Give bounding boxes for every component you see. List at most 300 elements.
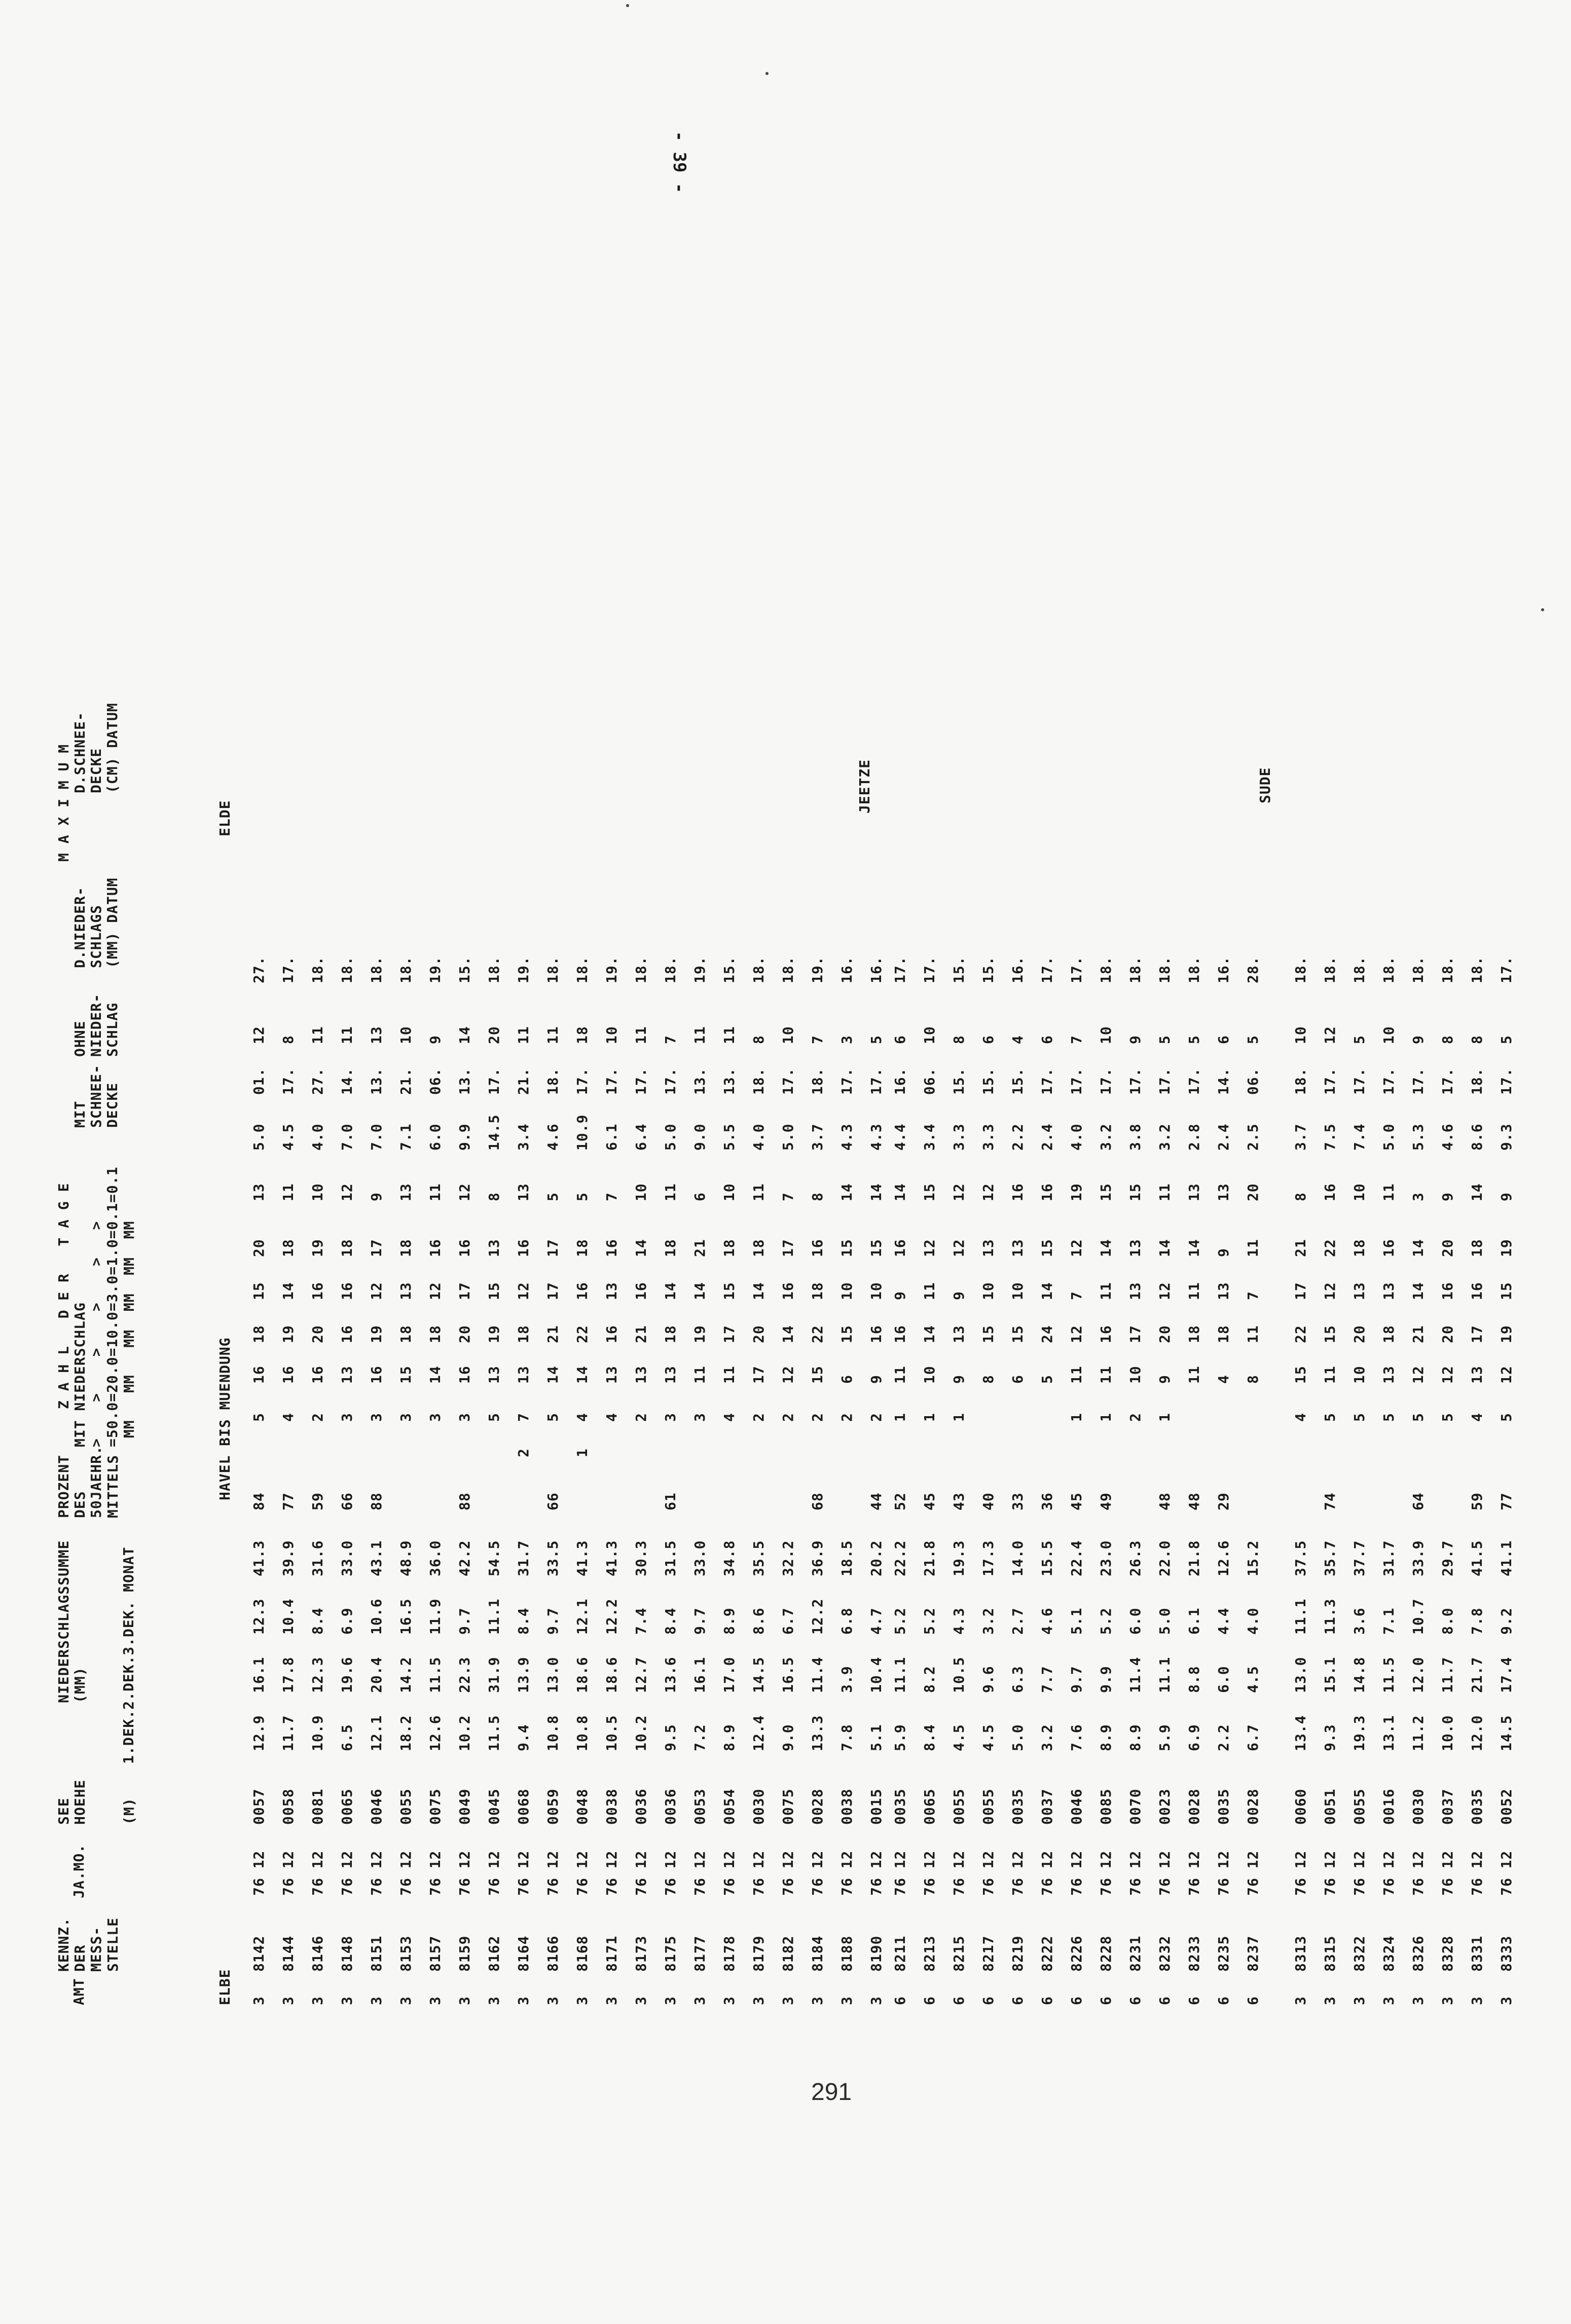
cell-month-sum: 18.5 bbox=[838, 1540, 855, 1576]
cell-percent-mean: 44 bbox=[868, 1492, 885, 1510]
cell-days-gt-1: 10 bbox=[868, 1282, 885, 1300]
cell-days-gt-1: 12 bbox=[1322, 1282, 1338, 1300]
cell-month-sum: 36.0 bbox=[427, 1540, 444, 1576]
cell-percent-mean: 77 bbox=[1498, 1492, 1515, 1510]
cell-max-precip-date: 17. bbox=[838, 1067, 855, 1095]
cell-max-precip: 4.3 bbox=[868, 1123, 885, 1151]
cell-days-no-precip: 7 bbox=[603, 1192, 620, 1201]
cell-days-snow-cover: 13 bbox=[980, 1239, 997, 1257]
cell-dek1: 7.2 bbox=[691, 1724, 708, 1751]
cell-year-month: 76 12 bbox=[1215, 1850, 1232, 1896]
cell-dek2: 13.6 bbox=[662, 1656, 679, 1693]
cell-days-gt-10: 12 bbox=[780, 1366, 796, 1384]
table-row bbox=[1216, 132, 1245, 2007]
cell-dek3: 11.3 bbox=[1322, 1598, 1338, 1635]
cell-amt: 3 bbox=[544, 1996, 561, 2005]
cell-max-snow: 7 bbox=[1068, 1035, 1085, 1044]
cell-days-snow-cover: 16 bbox=[427, 1239, 444, 1257]
cell-max-snow: 10 bbox=[603, 1026, 620, 1044]
cell-elevation: 0038 bbox=[603, 1788, 620, 1825]
cell-year-month: 76 12 bbox=[633, 1850, 649, 1896]
cell-days-gt-1: 10 bbox=[1009, 1282, 1026, 1300]
cell-days-gt-3: 18 bbox=[662, 1325, 679, 1343]
cell-month-sum: 19.3 bbox=[951, 1540, 967, 1576]
cell-days-gt-20: 4 bbox=[721, 1413, 738, 1422]
river-label-elbe: ELBE bbox=[216, 1969, 233, 2005]
cell-dek1: 8.9 bbox=[1127, 1724, 1144, 1751]
cell-dek2: 16.1 bbox=[691, 1656, 708, 1693]
cell-days-gt-3: 20 bbox=[309, 1325, 326, 1343]
header-percent-mean: PROZENT DES 50JAEHR. MITTELS bbox=[55, 1446, 121, 1518]
cell-dek1: 7.6 bbox=[1068, 1724, 1085, 1751]
cell-year-month: 76 12 bbox=[427, 1850, 444, 1896]
cell-days-gt-3: 11 bbox=[1245, 1325, 1261, 1343]
cell-max-precip-date: 17. bbox=[1351, 1067, 1368, 1095]
cell-station-id: 8211 bbox=[892, 1935, 908, 1972]
cell-max-precip: 5.0 bbox=[1380, 1123, 1397, 1151]
cell-station-id: 8233 bbox=[1186, 1935, 1202, 1972]
cell-max-precip: 2.4 bbox=[1215, 1123, 1232, 1151]
cell-days-gt-1: 14 bbox=[662, 1282, 679, 1300]
cell-max-snow: 4 bbox=[1009, 1035, 1026, 1044]
cell-days-gt-20: 3 bbox=[397, 1413, 414, 1422]
cell-days-gt-20: 5 bbox=[1439, 1413, 1456, 1422]
header-days-with-precip: MIT NIEDERSCHLAG > > > > > > =50.0=20.0=10.0=3.0=1.0=0.1=0.1 MM MM MM MM MM MM bbox=[71, 1166, 137, 1447]
cell-dek3: 9.2 bbox=[1498, 1607, 1515, 1635]
cell-dek2: 12.7 bbox=[633, 1656, 649, 1693]
cell-dek1: 12.6 bbox=[427, 1715, 444, 1751]
cell-amt: 3 bbox=[427, 1996, 444, 2005]
cell-dek1: 19.3 bbox=[1351, 1715, 1368, 1751]
cell-dek2: 11.4 bbox=[1127, 1656, 1144, 1693]
cell-amt: 3 bbox=[603, 1996, 620, 2005]
cell-days-no-precip: 14 bbox=[1469, 1183, 1485, 1201]
river-label-sude: SUDE bbox=[1257, 767, 1273, 803]
cell-dek2: 16.5 bbox=[780, 1656, 796, 1693]
cell-days-gt-10: 14 bbox=[574, 1366, 591, 1384]
cell-days-no-precip: 19 bbox=[1068, 1183, 1085, 1201]
header-day-count: Z A H L D E R T A G E bbox=[55, 1183, 72, 1409]
cell-days-gt-3: 13 bbox=[951, 1325, 967, 1343]
river-label-havel: HAVEL BIS MUENDUNG bbox=[216, 1337, 233, 1500]
cell-days-gt-3: 18 bbox=[1186, 1325, 1202, 1343]
cell-days-gt-10: 15 bbox=[809, 1366, 826, 1384]
cell-max-snow-date: 18. bbox=[633, 956, 649, 983]
cell-days-gt-1: 12 bbox=[1156, 1282, 1173, 1300]
table-row bbox=[1039, 132, 1069, 2007]
cell-station-id: 8235 bbox=[1215, 1935, 1232, 1972]
cell-days-gt-1: 13 bbox=[1215, 1282, 1232, 1300]
cell-days-gt-10: 13 bbox=[515, 1366, 532, 1384]
cell-days-snow-cover: 12 bbox=[921, 1239, 938, 1257]
cell-dek3: 12.3 bbox=[250, 1598, 267, 1635]
cell-dek2: 11.5 bbox=[1380, 1656, 1397, 1693]
cell-days-snow-cover: 19 bbox=[309, 1239, 326, 1257]
cell-dek1: 4.5 bbox=[951, 1724, 967, 1751]
cell-elevation: 0055 bbox=[951, 1788, 967, 1825]
cell-station-id: 8171 bbox=[603, 1935, 620, 1972]
cell-station-id: 8231 bbox=[1127, 1935, 1144, 1972]
table-row bbox=[980, 132, 1010, 2007]
cell-max-snow-date: 19. bbox=[691, 956, 708, 983]
cell-days-gt-1: 14 bbox=[1410, 1282, 1427, 1300]
cell-max-precip-date: 17. bbox=[486, 1067, 502, 1095]
cell-year-month: 76 12 bbox=[1322, 1850, 1338, 1896]
cell-max-snow: 6 bbox=[1215, 1035, 1232, 1044]
cell-max-precip-date: 18. bbox=[1292, 1067, 1309, 1095]
cell-month-sum: 15.5 bbox=[1039, 1540, 1055, 1576]
cell-dek3: 11.1 bbox=[486, 1598, 502, 1635]
cell-dek3: 5.0 bbox=[1156, 1607, 1173, 1635]
cell-days-gt-3: 19 bbox=[691, 1325, 708, 1343]
cell-max-precip-date: 18. bbox=[750, 1067, 767, 1095]
cell-max-snow: 11 bbox=[721, 1026, 738, 1044]
page-number-top: - 39 - bbox=[669, 131, 689, 194]
cell-max-snow: 6 bbox=[980, 1035, 997, 1044]
cell-days-gt-1: 13 bbox=[603, 1282, 620, 1300]
cell-days-gt-20: 3 bbox=[368, 1413, 385, 1422]
cell-days-snow-cover: 16 bbox=[892, 1239, 908, 1257]
cell-station-id: 8177 bbox=[691, 1935, 708, 1972]
cell-days-no-precip: 10 bbox=[633, 1183, 649, 1201]
cell-year-month: 76 12 bbox=[1156, 1850, 1173, 1896]
cell-max-precip-date: 18. bbox=[809, 1067, 826, 1095]
cell-dek3: 8.4 bbox=[309, 1607, 326, 1635]
cell-max-precip-date: 18. bbox=[544, 1067, 561, 1095]
cell-days-gt-10: 16 bbox=[368, 1366, 385, 1384]
cell-amt: 6 bbox=[1245, 1996, 1261, 2005]
cell-days-gt-3: 20 bbox=[1439, 1325, 1456, 1343]
cell-dek1: 3.2 bbox=[1039, 1724, 1055, 1751]
cell-max-precip-date: 17. bbox=[1127, 1067, 1144, 1095]
cell-days-gt-1: 15 bbox=[1498, 1282, 1515, 1300]
cell-max-snow: 7 bbox=[662, 1035, 679, 1044]
cell-days-gt-10: 9 bbox=[951, 1375, 967, 1384]
cell-dek2: 14.2 bbox=[397, 1656, 414, 1693]
cell-dek2: 14.5 bbox=[750, 1656, 767, 1693]
cell-days-gt-3: 21 bbox=[633, 1325, 649, 1343]
cell-max-precip: 3.3 bbox=[951, 1123, 967, 1151]
cell-month-sum: 37.5 bbox=[1292, 1540, 1309, 1576]
cell-dek2: 20.4 bbox=[368, 1656, 385, 1693]
cell-days-gt-20: 5 bbox=[1498, 1413, 1515, 1422]
table-row bbox=[1069, 132, 1098, 2007]
cell-days-snow-cover: 14 bbox=[1410, 1239, 1427, 1257]
cell-percent-mean: 33 bbox=[1009, 1492, 1026, 1510]
cell-amt: 3 bbox=[397, 1996, 414, 2005]
cell-days-no-precip: 12 bbox=[951, 1183, 967, 1201]
cell-elevation: 0065 bbox=[921, 1788, 938, 1825]
cell-elevation: 0037 bbox=[1439, 1788, 1456, 1825]
cell-days-gt-20: 1 bbox=[921, 1413, 938, 1422]
cell-days-gt-50: 2 bbox=[515, 1448, 532, 1457]
cell-elevation: 0065 bbox=[339, 1788, 355, 1825]
table-row bbox=[516, 132, 545, 2007]
cell-max-precip-date: 21. bbox=[397, 1067, 414, 1095]
cell-days-gt-10: 4 bbox=[1215, 1375, 1232, 1384]
cell-days-gt-10: 16 bbox=[456, 1366, 473, 1384]
cell-days-gt-3: 16 bbox=[339, 1325, 355, 1343]
cell-dek1: 5.9 bbox=[892, 1724, 908, 1751]
cell-days-gt-10: 10 bbox=[1351, 1366, 1368, 1384]
cell-dek3: 8.4 bbox=[515, 1607, 532, 1635]
cell-days-snow-cover: 12 bbox=[1068, 1239, 1085, 1257]
cell-dek3: 16.5 bbox=[397, 1598, 414, 1635]
cell-days-snow-cover: 14 bbox=[633, 1239, 649, 1257]
cell-station-id: 8162 bbox=[486, 1935, 502, 1972]
cell-month-sum: 33.5 bbox=[544, 1540, 561, 1576]
cell-dek2: 11.4 bbox=[809, 1656, 826, 1693]
cell-max-precip-date: 17. bbox=[1410, 1067, 1427, 1095]
header-amt: AMT bbox=[70, 1978, 87, 2005]
cell-max-snow: 3 bbox=[838, 1035, 855, 1044]
cell-days-gt-3: 18 bbox=[515, 1325, 532, 1343]
cell-dek3: 4.4 bbox=[1215, 1607, 1232, 1635]
cell-max-snow-date: 18. bbox=[1098, 956, 1114, 983]
cell-elevation: 0049 bbox=[456, 1788, 473, 1825]
cell-month-sum: 21.8 bbox=[1186, 1540, 1202, 1576]
cell-dek2: 10.5 bbox=[951, 1656, 967, 1693]
cell-station-id: 8226 bbox=[1068, 1935, 1085, 1972]
cell-max-snow: 9 bbox=[1127, 1035, 1144, 1044]
cell-days-gt-1: 16 bbox=[574, 1282, 591, 1300]
cell-days-gt-3: 22 bbox=[809, 1325, 826, 1343]
cell-month-sum: 30.3 bbox=[633, 1540, 649, 1576]
cell-dek2: 21.7 bbox=[1469, 1656, 1485, 1693]
cell-days-gt-20: 1 bbox=[892, 1413, 908, 1422]
cell-dek3: 3.2 bbox=[980, 1607, 997, 1635]
cell-dek2: 8.2 bbox=[921, 1666, 938, 1693]
cell-dek2: 10.4 bbox=[868, 1656, 885, 1693]
cell-max-precip: 3.8 bbox=[1127, 1123, 1144, 1151]
cell-dek1: 10.2 bbox=[456, 1715, 473, 1751]
cell-days-gt-1: 16 bbox=[780, 1282, 796, 1300]
cell-dek1: 18.2 bbox=[397, 1715, 414, 1751]
cell-year-month: 76 12 bbox=[1380, 1850, 1397, 1896]
cell-max-snow-date: 18. bbox=[309, 956, 326, 983]
cell-dek2: 13.0 bbox=[1292, 1656, 1309, 1693]
cell-days-no-precip: 15 bbox=[921, 1183, 938, 1201]
cell-days-gt-1: 13 bbox=[397, 1282, 414, 1300]
cell-max-snow-date: 19. bbox=[603, 956, 620, 983]
cell-year-month: 76 12 bbox=[1068, 1850, 1085, 1896]
cell-days-no-precip: 10 bbox=[1351, 1183, 1368, 1201]
cell-max-snow: 12 bbox=[1322, 1026, 1338, 1044]
cell-year-month: 76 12 bbox=[838, 1850, 855, 1896]
cell-max-snow: 8 bbox=[951, 1035, 967, 1044]
cell-max-precip: 4.0 bbox=[750, 1123, 767, 1151]
cell-max-precip: 5.0 bbox=[780, 1123, 796, 1151]
cell-days-gt-3: 16 bbox=[892, 1325, 908, 1343]
cell-days-snow-cover: 21 bbox=[1292, 1239, 1309, 1257]
cell-max-precip: 5.5 bbox=[721, 1123, 738, 1151]
cell-percent-mean: 77 bbox=[280, 1492, 297, 1510]
cell-dek2: 13.0 bbox=[544, 1656, 561, 1693]
cell-station-id: 8322 bbox=[1351, 1935, 1368, 1972]
cell-station-id: 8144 bbox=[280, 1935, 297, 1972]
cell-max-snow: 13 bbox=[368, 1026, 385, 1044]
cell-dek1: 9.5 bbox=[662, 1724, 679, 1751]
cell-days-gt-1: 7 bbox=[1068, 1291, 1085, 1300]
cell-days-no-precip: 9 bbox=[1439, 1192, 1456, 1201]
cell-dek2: 3.9 bbox=[838, 1666, 855, 1693]
cell-max-snow: 6 bbox=[892, 1035, 908, 1044]
cell-amt: 6 bbox=[1215, 1996, 1232, 2005]
cell-month-sum: 41.5 bbox=[1469, 1540, 1485, 1576]
cell-max-precip-date: 17. bbox=[1098, 1067, 1114, 1095]
cell-days-gt-3: 14 bbox=[780, 1325, 796, 1343]
table-row bbox=[780, 132, 810, 2007]
cell-days-gt-3: 15 bbox=[1009, 1325, 1026, 1343]
cell-days-gt-20: 2 bbox=[1127, 1413, 1144, 1422]
cell-percent-mean: 43 bbox=[951, 1492, 967, 1510]
cell-dek3: 4.7 bbox=[868, 1607, 885, 1635]
cell-elevation: 0023 bbox=[1156, 1788, 1173, 1825]
cell-dek3: 5.2 bbox=[892, 1607, 908, 1635]
cell-year-month: 76 12 bbox=[544, 1850, 561, 1896]
cell-days-gt-10: 13 bbox=[486, 1366, 502, 1384]
cell-days-gt-20: 3 bbox=[339, 1413, 355, 1422]
cell-days-snow-cover: 18 bbox=[662, 1239, 679, 1257]
cell-max-snow: 10 bbox=[1098, 1026, 1114, 1044]
cell-days-gt-1: 9 bbox=[892, 1291, 908, 1300]
cell-station-id: 8228 bbox=[1098, 1935, 1114, 1972]
cell-dek2: 15.1 bbox=[1322, 1656, 1338, 1693]
cell-max-precip-date: 06. bbox=[427, 1067, 444, 1095]
cell-dek2: 8.8 bbox=[1186, 1666, 1202, 1693]
cell-dek3: 12.2 bbox=[603, 1598, 620, 1635]
cell-month-sum: 39.9 bbox=[280, 1540, 297, 1576]
cell-days-gt-10: 5 bbox=[1039, 1375, 1055, 1384]
cell-days-snow-cover: 13 bbox=[486, 1239, 502, 1257]
cell-max-snow-date: 18. bbox=[574, 956, 591, 983]
cell-max-precip: 7.1 bbox=[397, 1123, 414, 1151]
cell-dek3: 8.0 bbox=[1439, 1607, 1456, 1635]
cell-max-snow-date: 18. bbox=[750, 956, 767, 983]
table-row bbox=[1440, 132, 1469, 2007]
cell-days-snow-cover: 13 bbox=[1009, 1239, 1026, 1257]
cell-percent-mean: 36 bbox=[1039, 1492, 1055, 1510]
table-row bbox=[1098, 132, 1127, 2007]
table-row bbox=[369, 132, 398, 2007]
cell-max-snow: 9 bbox=[427, 1035, 444, 1044]
cell-max-snow: 8 bbox=[280, 1035, 297, 1044]
cell-max-precip: 3.2 bbox=[1156, 1123, 1173, 1151]
cell-days-gt-3: 14 bbox=[921, 1325, 938, 1343]
cell-days-gt-10: 12 bbox=[1439, 1366, 1456, 1384]
cell-max-precip: 14.5 bbox=[486, 1114, 502, 1151]
cell-days-no-precip: 12 bbox=[456, 1183, 473, 1201]
cell-max-snow-date: 18. bbox=[1469, 956, 1485, 983]
cell-dek2: 13.9 bbox=[515, 1656, 532, 1693]
cell-percent-mean: 66 bbox=[544, 1492, 561, 1510]
cell-days-gt-10: 11 bbox=[1322, 1366, 1338, 1384]
cell-month-sum: 32.2 bbox=[780, 1540, 796, 1576]
cell-days-snow-cover: 20 bbox=[1439, 1239, 1456, 1257]
cell-dek1: 11.2 bbox=[1410, 1715, 1427, 1751]
cell-amt: 3 bbox=[368, 1996, 385, 2005]
cell-month-sum: 41.1 bbox=[1498, 1540, 1515, 1576]
table-row bbox=[951, 132, 980, 2007]
cell-max-snow-date: 18. bbox=[1156, 956, 1173, 983]
cell-max-precip-date: 13. bbox=[456, 1067, 473, 1095]
cell-days-no-precip: 11 bbox=[1380, 1183, 1397, 1201]
cell-station-id: 8153 bbox=[397, 1935, 414, 1972]
table-row bbox=[692, 132, 721, 2007]
cell-days-gt-10: 12 bbox=[1410, 1366, 1427, 1384]
cell-max-precip: 10.9 bbox=[574, 1114, 591, 1151]
cell-elevation: 0028 bbox=[1245, 1788, 1261, 1825]
cell-year-month: 76 12 bbox=[662, 1850, 679, 1896]
cell-max-precip-date: 17. bbox=[1039, 1067, 1055, 1095]
cell-dek2: 11.1 bbox=[892, 1656, 908, 1693]
cell-max-snow-date: 17. bbox=[1068, 956, 1085, 983]
cell-max-precip: 4.4 bbox=[892, 1123, 908, 1151]
cell-days-gt-3: 20 bbox=[750, 1325, 767, 1343]
cell-amt: 3 bbox=[250, 1996, 267, 2005]
cell-amt: 6 bbox=[892, 1996, 908, 2005]
cell-amt: 3 bbox=[750, 1996, 767, 2005]
cell-elevation: 0048 bbox=[574, 1788, 591, 1825]
cell-days-gt-20: 2 bbox=[633, 1413, 649, 1422]
cell-days-snow-cover: 21 bbox=[691, 1239, 708, 1257]
cell-days-no-precip: 12 bbox=[980, 1183, 997, 1201]
cell-days-gt-10: 9 bbox=[868, 1375, 885, 1384]
cell-dek1: 12.1 bbox=[368, 1715, 385, 1751]
cell-year-month: 76 12 bbox=[1292, 1850, 1309, 1896]
cell-amt: 3 bbox=[339, 1996, 355, 2005]
cell-max-snow-date: 16. bbox=[868, 956, 885, 983]
cell-days-gt-20: 4 bbox=[280, 1413, 297, 1422]
cell-amt: 6 bbox=[1009, 1996, 1026, 2005]
table-row bbox=[1351, 132, 1381, 2007]
cell-dek3: 5.2 bbox=[1098, 1607, 1114, 1635]
cell-max-snow: 9 bbox=[1410, 1035, 1427, 1044]
cell-max-precip-date: 15. bbox=[951, 1067, 967, 1095]
cell-days-no-precip: 8 bbox=[809, 1192, 826, 1201]
cell-dek3: 6.9 bbox=[339, 1607, 355, 1635]
cell-days-gt-1: 16 bbox=[1439, 1282, 1456, 1300]
cell-days-no-precip: 20 bbox=[1245, 1183, 1261, 1201]
cell-year-month: 76 12 bbox=[309, 1850, 326, 1896]
cell-max-precip-date: 17. bbox=[574, 1067, 591, 1095]
cell-station-id: 8148 bbox=[339, 1935, 355, 1972]
cell-dek2: 7.7 bbox=[1039, 1666, 1055, 1693]
cell-days-gt-50: 1 bbox=[574, 1448, 591, 1457]
cell-max-snow-date: 19. bbox=[809, 956, 826, 983]
cell-days-gt-1: 13 bbox=[1380, 1282, 1397, 1300]
cell-elevation: 0036 bbox=[662, 1788, 679, 1825]
cell-days-gt-1: 11 bbox=[1186, 1282, 1202, 1300]
cell-percent-mean: 45 bbox=[1068, 1492, 1085, 1510]
cell-elevation: 0055 bbox=[1351, 1788, 1368, 1825]
cell-max-precip: 7.0 bbox=[368, 1123, 385, 1151]
cell-dek2: 17.8 bbox=[280, 1656, 297, 1693]
cell-year-month: 76 12 bbox=[1439, 1850, 1456, 1896]
cell-days-no-precip: 10 bbox=[721, 1183, 738, 1201]
cell-max-precip: 2.2 bbox=[1009, 1123, 1026, 1151]
cell-month-sum: 48.9 bbox=[397, 1540, 414, 1576]
cell-month-sum: 41.3 bbox=[250, 1540, 267, 1576]
cell-days-gt-20: 3 bbox=[662, 1413, 679, 1422]
cell-dek3: 8.4 bbox=[662, 1607, 679, 1635]
cell-amt: 3 bbox=[574, 1996, 591, 2005]
cell-dek2: 11.7 bbox=[1439, 1656, 1456, 1693]
cell-days-gt-3: 12 bbox=[1068, 1325, 1085, 1343]
cell-max-precip: 5.0 bbox=[250, 1123, 267, 1151]
cell-max-precip: 5.3 bbox=[1410, 1123, 1427, 1151]
cell-max-precip: 6.0 bbox=[427, 1123, 444, 1151]
